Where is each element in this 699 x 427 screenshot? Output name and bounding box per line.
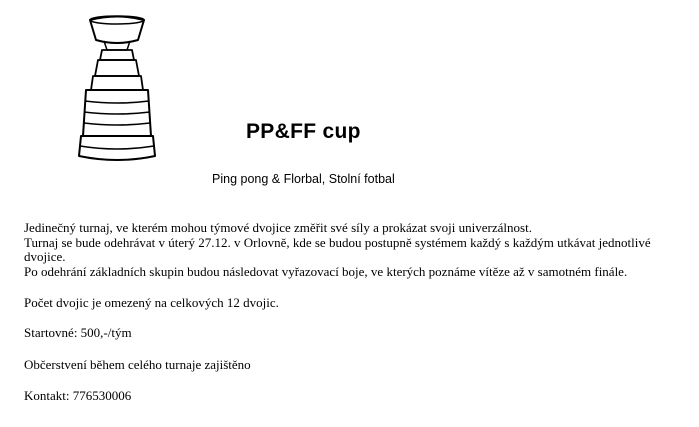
refreshments-text: Občerstvení během celého turnaje zajištěno xyxy=(24,357,251,372)
intro-paragraph xyxy=(24,221,651,280)
entry-fee-text: Startovné: 500,-/tým xyxy=(24,325,132,340)
intro-line: dvojice. xyxy=(24,249,66,265)
trophy-icon xyxy=(72,10,162,170)
intro-line: Turnaj se bude odehrávat v úterý 27.12. v Orlovně, kde se budou postupně systémem každý s každým utkávat jednotlivé xyxy=(24,234,651,250)
intro-line: Po odehrání základních skupin budou následovat vyřazovací boje, ve kterých poznáme vítěze až v samotném finále. xyxy=(24,264,628,280)
team-limit-text: Počet dvojic je omezený na celkových 12 dvojic. xyxy=(24,295,279,310)
contact-text: Kontakt: 776530006 xyxy=(24,388,132,403)
page-title: PP&FF cup xyxy=(246,120,361,143)
intro-line: Jedinečný turnaj, ve kterém mohou týmové dvojice změřit své síly a prokázat svoji univerzálnost. xyxy=(24,220,532,235)
page-subtitle: Ping pong & Florbal, Stolní fotbal xyxy=(212,172,395,186)
